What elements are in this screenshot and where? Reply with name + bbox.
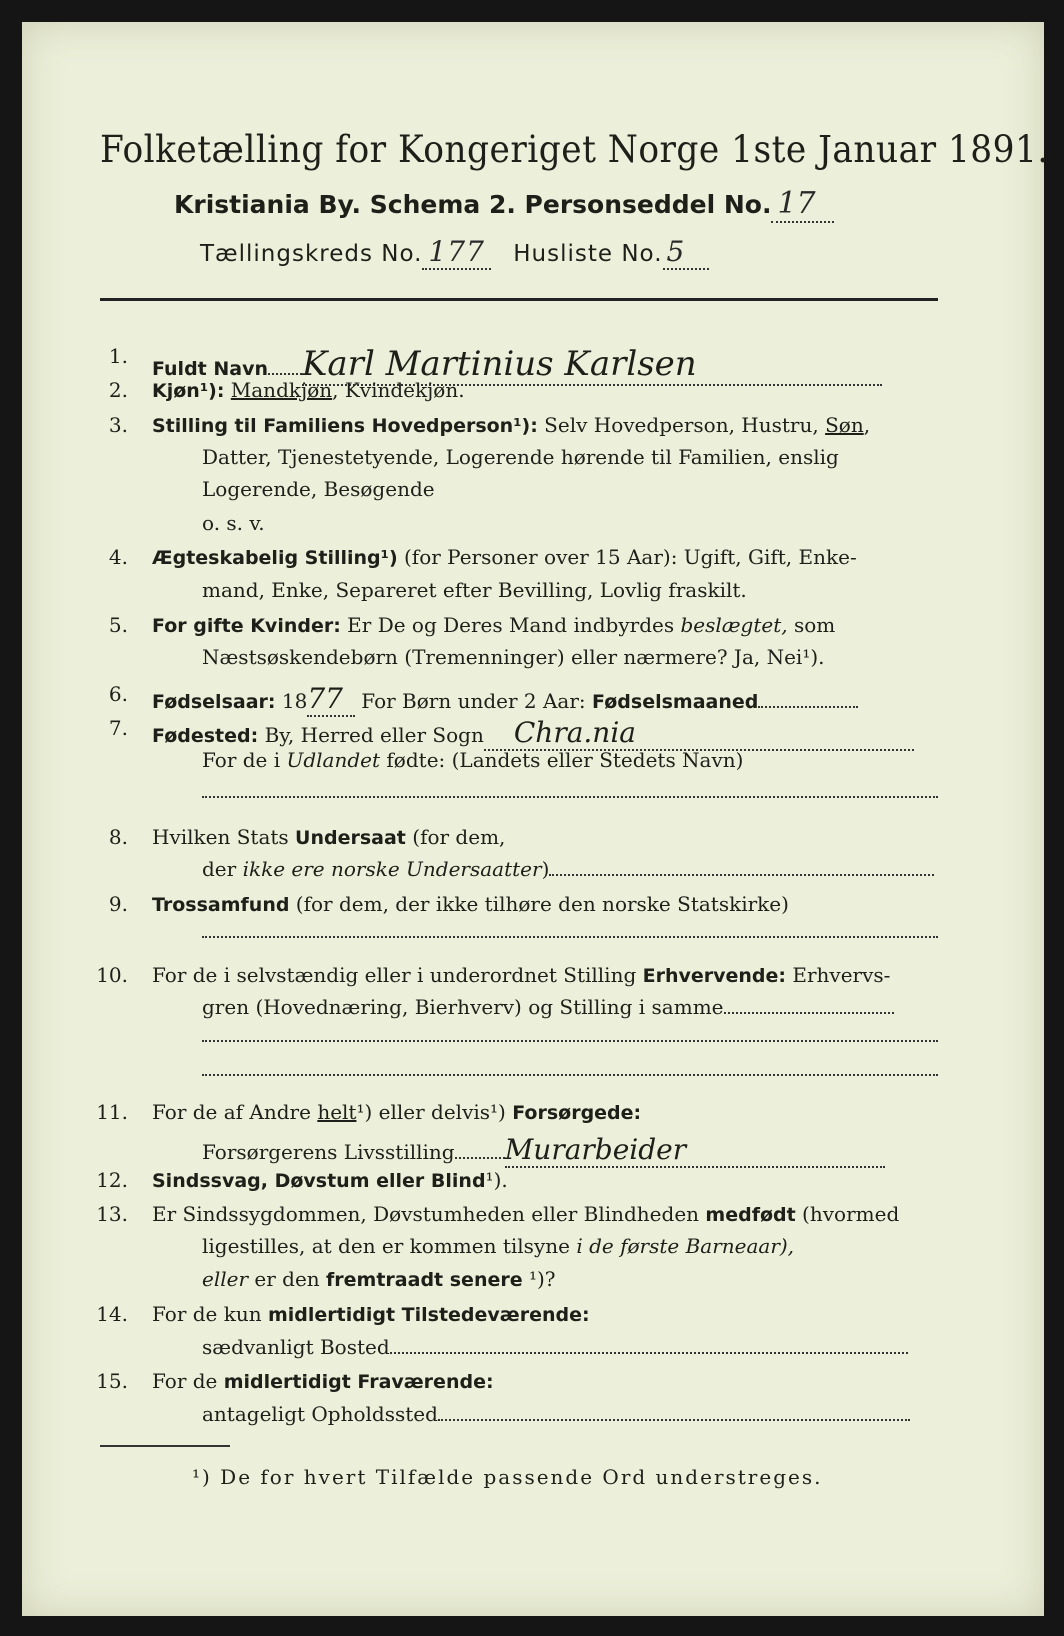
birthplace-abroad-blank (202, 796, 938, 798)
footnote-rule (100, 1445, 230, 1447)
probable-residence-label: antageligt Opholdssted (202, 1402, 438, 1426)
married-women-som: som (787, 613, 836, 637)
header-rule (100, 298, 938, 301)
supporter-occupation (202, 1133, 885, 1168)
item-number: 4. (108, 545, 128, 569)
birth-year-label: Fødselsaar: (152, 691, 276, 713)
item-number: 1. (108, 344, 128, 368)
supported-label: Forsørgede: (512, 1102, 642, 1124)
disability-footnote-ref: ¹). (485, 1168, 508, 1192)
citizenship-paren: ) (541, 857, 550, 881)
disability-origin-label: medfødt (705, 1204, 796, 1226)
disability-origin-line2-b: i de første Barneaar), (576, 1234, 795, 1258)
supporter-occupation-value: Murarbeider (505, 1133, 885, 1168)
birthplace-abroad-b: Udlandet (286, 748, 381, 772)
citizenship-label: Undersaat (295, 827, 406, 849)
husliste-label: Husliste No. (513, 241, 663, 267)
kreds-number: 177 (422, 235, 490, 270)
family-position-line2: Datter, Tjenestetyende, Logerende hørende til Familien, enslig (202, 445, 839, 469)
schema-line (174, 186, 834, 221)
disability-origin-line2 (202, 1234, 794, 1258)
item-number: 9. (108, 892, 128, 916)
religion-label: Trossamfund (152, 894, 290, 916)
religion-text: (for dem, der ikke tilhøre den norske Statskirke) (289, 892, 789, 916)
item-religion (152, 892, 789, 916)
item-number: 10. (96, 963, 128, 987)
religion-blank (202, 936, 938, 938)
temp-present-text: For de kun (152, 1302, 268, 1326)
personseddel-number: 17 (771, 186, 833, 223)
item-married-women (152, 613, 835, 637)
disability-origin-text-b: (hvormed (795, 1202, 900, 1226)
item-number: 11. (96, 1100, 128, 1124)
birth-year-prefix: 18 (275, 689, 308, 713)
item-supported (152, 1100, 641, 1124)
kreds-label: Tællingskreds No. (200, 241, 423, 267)
birth-month-label: Fødselsmaaned (592, 691, 759, 713)
birthplace-label: Fødested: (152, 725, 259, 747)
disability-origin-line3-b: er den (248, 1267, 327, 1291)
item-gender (152, 378, 465, 402)
marital-status-line1: (for Personer over 15 Aar): Ugift, Gift, Enke- (397, 545, 857, 569)
item-number: 5. (108, 613, 128, 637)
temp-absent-label: midlertidigt Fraværende: (223, 1371, 494, 1393)
item-marital-status (152, 545, 857, 569)
item-number: 7. (108, 716, 128, 740)
item-disability-origin (152, 1202, 899, 1226)
occupation-blank-1 (202, 1040, 938, 1042)
item-number: 8. (108, 825, 128, 849)
disability-origin-line2-a: ligestilles, at den er kommen tilsyne (202, 1234, 577, 1258)
disability-origin-eller: eller (202, 1267, 249, 1291)
disability-label: Sindssvag, Døvstum eller Blind (152, 1170, 486, 1192)
citizenship-line2 (202, 857, 934, 881)
item-number: 14. (96, 1302, 128, 1326)
occupation-line2-text: gren (Hovednæring, Bierhverv) og Stilling i samme (202, 995, 724, 1019)
occupation-text-a: For de i selvstændig eller i underordnet Stilling (152, 963, 643, 987)
item-occupation (152, 963, 890, 987)
schema-label: Kristiania By. Schema 2. Personseddel No. (174, 190, 772, 219)
item-number: 3. (108, 413, 128, 437)
family-position-line3: Logerende, Besøgende (202, 477, 435, 501)
marital-status-line2: mand, Enke, Separeret efter Bevilling, Lovlig fraskilt. (202, 578, 747, 602)
married-women-label: For gifte Kvinder: (152, 615, 341, 637)
gender-label: Kjøn¹): (152, 380, 225, 402)
gender-other-options: , Kvindekjøn. (332, 378, 465, 402)
full-name-value: Karl Martinius Karlsen (302, 344, 882, 386)
citizenship-text-a: Hvilken Stats (152, 825, 296, 849)
marital-status-label: Ægteskabelig Stilling¹) (152, 547, 398, 569)
item-number: 2. (108, 378, 128, 402)
supporter-occupation-label: Forsørgerens Livsstilling (202, 1140, 455, 1164)
supported-text-a: For de af Andre (152, 1100, 318, 1124)
item-birthplace (152, 716, 914, 751)
family-position-selected: Søn (825, 413, 864, 437)
occupation-line2 (202, 995, 894, 1019)
citizenship-ikke: ikke ere norske Undersaatter (242, 857, 542, 881)
usual-residence-label: sædvanligt Bosted (202, 1335, 390, 1359)
disability-origin-text-a: Er Sindssygdommen, Døvstumheden eller Blindheden (152, 1202, 706, 1226)
birth-month-text: For Børn under 2 Aar: (354, 689, 593, 713)
husliste-number: 5 (663, 235, 710, 270)
item-citizenship (152, 825, 505, 849)
family-position-line4: o. s. v. (202, 511, 265, 535)
full-name-label: Fuldt Navn (152, 358, 269, 380)
citizenship-text-b: (for dem, (405, 825, 506, 849)
birth-year-value: 77 (307, 682, 355, 717)
birthplace-abroad-a: For de i (202, 748, 287, 772)
item-temporarily-absent (152, 1369, 494, 1393)
married-women-line2: Næstsøskendebørn (Tremenninger) eller nærmere? Ja, Nei¹). (202, 645, 825, 669)
temp-absent-text: For de (152, 1369, 224, 1393)
gender-selected-male: Mandkjøn (230, 378, 333, 402)
family-position-options: Selv Hovedperson, Hustru, (537, 413, 826, 437)
married-women-text: Er De og Deres Mand indbyrdes (340, 613, 681, 637)
item-disability (152, 1168, 508, 1192)
family-position-comma: , (863, 413, 871, 437)
item-number: 12. (96, 1168, 128, 1192)
item-birth-year (152, 682, 858, 715)
supported-selected: helt (317, 1100, 357, 1124)
disability-origin-line3-c: ¹)? (522, 1267, 556, 1291)
birthplace-abroad (202, 748, 743, 772)
married-women-related: beslægtet, (680, 613, 788, 637)
birthplace-value: Chra.nia (484, 716, 914, 751)
disability-origin-label2: fremtraadt senere (326, 1269, 523, 1291)
probable-residence (202, 1402, 910, 1426)
item-temporarily-present (152, 1302, 590, 1326)
family-position-label: Stilling til Familiens Hovedperson¹): (152, 415, 538, 437)
disability-origin-line3 (202, 1267, 556, 1291)
footnote: ¹) De for hvert Tilfælde passende Ord understreges. (192, 1465, 823, 1489)
item-number: 6. (108, 682, 128, 706)
occupation-label: Erhvervende: (642, 965, 787, 987)
item-number: 13. (96, 1202, 128, 1226)
occupation-text-b: Erhvervs- (786, 963, 891, 987)
citizenship-der: der (202, 857, 243, 881)
form-title: Folketælling for Kongeriget Norge 1ste Januar 1891. (100, 128, 1049, 171)
usual-residence (202, 1335, 908, 1359)
temp-present-label: midlertidigt Tilstedeværende: (267, 1304, 590, 1326)
item-number: 15. (96, 1369, 128, 1393)
kreds-line (200, 235, 709, 268)
birthplace-abroad-c: fødte: (Landets eller Stedets Navn) (380, 748, 744, 772)
supported-text-b: ¹) eller delvis¹) (356, 1100, 513, 1124)
birthplace-text: By, Herred eller Sogn (258, 723, 484, 747)
occupation-blank-2 (202, 1074, 938, 1076)
item-family-position (152, 413, 870, 437)
